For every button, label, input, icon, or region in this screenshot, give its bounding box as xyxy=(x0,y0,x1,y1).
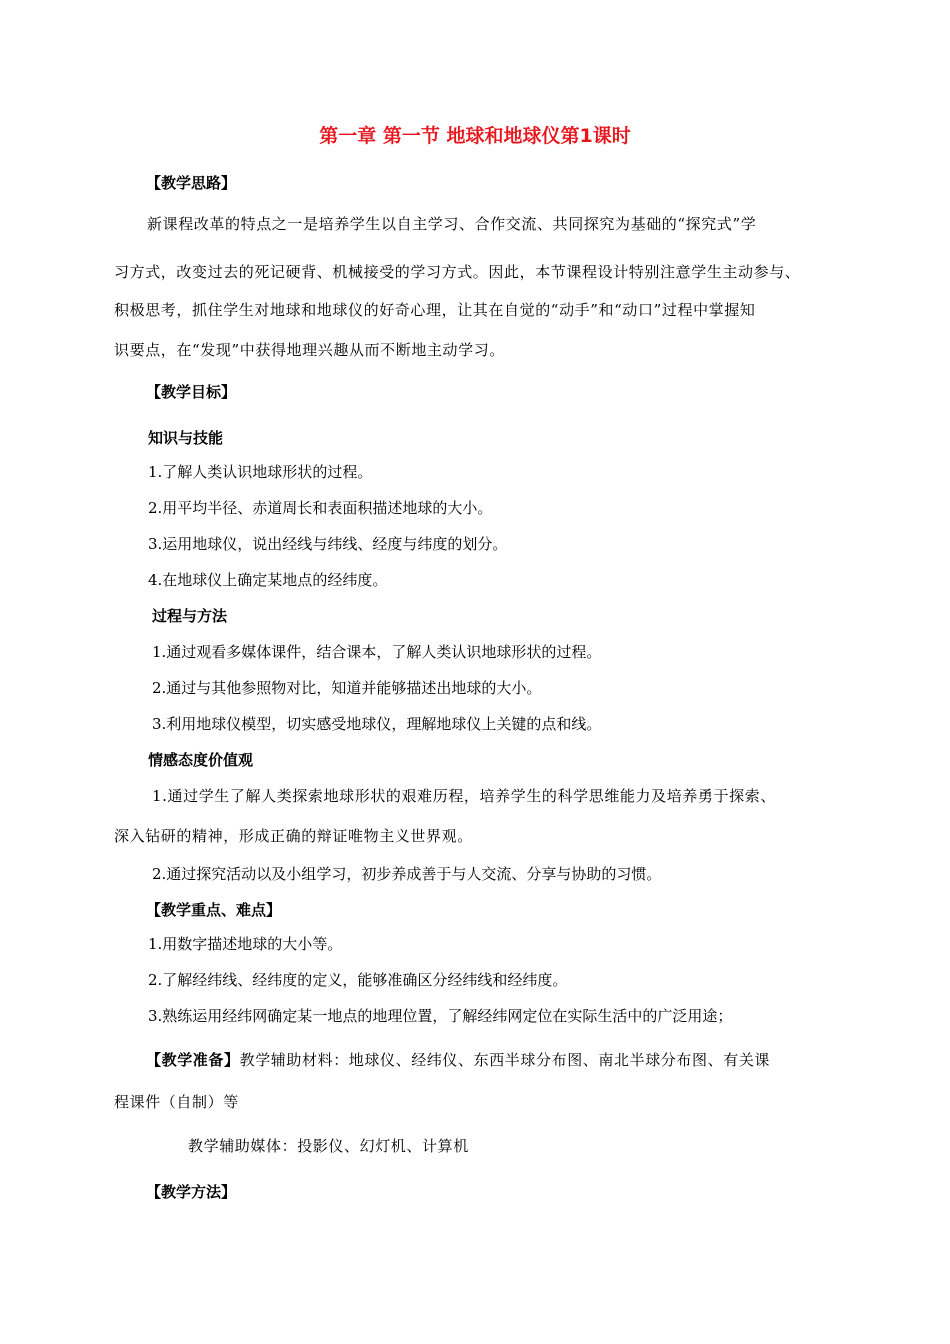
key-item-3: 3.熟练运用经纬网确定某一地点的地理位置，了解经纬网定位在实际生活中的广泛用途； xyxy=(148,1007,733,1025)
emotion-item-2: 2.通过探究活动以及小组学习，初步养成善于与人交流、分享与协助的习惯。 xyxy=(152,865,662,883)
heading-teaching-preparation: 【教学准备】 xyxy=(146,1051,240,1069)
process-item-3: 3.利用地球仪模型，切实感受地球仪，理解地球仪上关键的点和线。 xyxy=(152,715,602,733)
prep-line-2: 程课件（自制）等 xyxy=(114,1093,239,1111)
heading-key-difficult-points: 【教学重点、难点】 xyxy=(146,901,282,919)
process-item-2: 2.通过与其他参照物对比，知道并能够描述出地球的大小。 xyxy=(152,679,542,697)
prep-media: 教学辅助媒体：投影仪、幻灯机、计算机 xyxy=(188,1137,469,1155)
emotion-item-1: 1.通过学生了解人类探索地球形状的艰难历程，培养学生的科学思维能力及培养勇于探索、 xyxy=(152,787,776,805)
knowledge-item-3: 3.运用地球仪，说出经线与纬线、经度与纬度的划分。 xyxy=(148,535,508,553)
key-item-1: 1.用数字描述地球的大小等。 xyxy=(148,935,343,953)
knowledge-item-2: 2.用平均半径、赤道周长和表面积描述地球的大小。 xyxy=(148,499,493,517)
heading-knowledge-skills: 知识与技能 xyxy=(148,429,224,447)
key-item-2: 2.了解经纬线、经纬度的定义，能够准确区分经纬线和经纬度。 xyxy=(148,971,568,989)
heading-teaching-goals: 【教学目标】 xyxy=(146,383,237,401)
heading-teaching-thinking: 【教学思路】 xyxy=(146,174,237,192)
thinking-line-4: 识要点，在“发现”中获得地理兴趣从而不断地主动学习。 xyxy=(114,341,505,359)
heading-teaching-methods: 【教学方法】 xyxy=(146,1183,237,1201)
heading-process-methods: 过程与方法 xyxy=(152,607,228,625)
prep-line-1 xyxy=(146,1050,770,1070)
heading-emotion-values: 情感态度价值观 xyxy=(148,751,254,769)
knowledge-item-1: 1.了解人类认识地球形状的过程。 xyxy=(148,463,373,481)
thinking-line-3: 积极思考，抓住学生对地球和地球仪的好奇心理，让其在自觉的“动手”和“动口”过程中掌握知 xyxy=(114,301,756,319)
emotion-item-1-continued: 深入钻研的精神，形成正确的辩证唯物主义世界观。 xyxy=(114,827,473,845)
thinking-line-2: 习方式，改变过去的死记硬背、机械接受的学习方式。因此，本节课程设计特别注意学生主动参与、 xyxy=(114,263,801,281)
prep-materials: 教学辅助材料：地球仪、经纬仪、东西半球分布图、南北半球分布图、有关课 xyxy=(239,1051,771,1069)
thinking-line-1: 新课程改革的特点之一是培养学生以自主学习、合作交流、共同探究为基础的“探究式”学 xyxy=(147,215,757,233)
knowledge-item-4: 4.在地球仪上确定某地点的经纬度。 xyxy=(148,571,388,589)
process-item-1: 1.通过观看多媒体课件，结合课本，了解人类认识地球形状的过程。 xyxy=(152,643,602,661)
document-title: 第一章 第一节 地球和地球仪第1课时 xyxy=(319,125,631,147)
